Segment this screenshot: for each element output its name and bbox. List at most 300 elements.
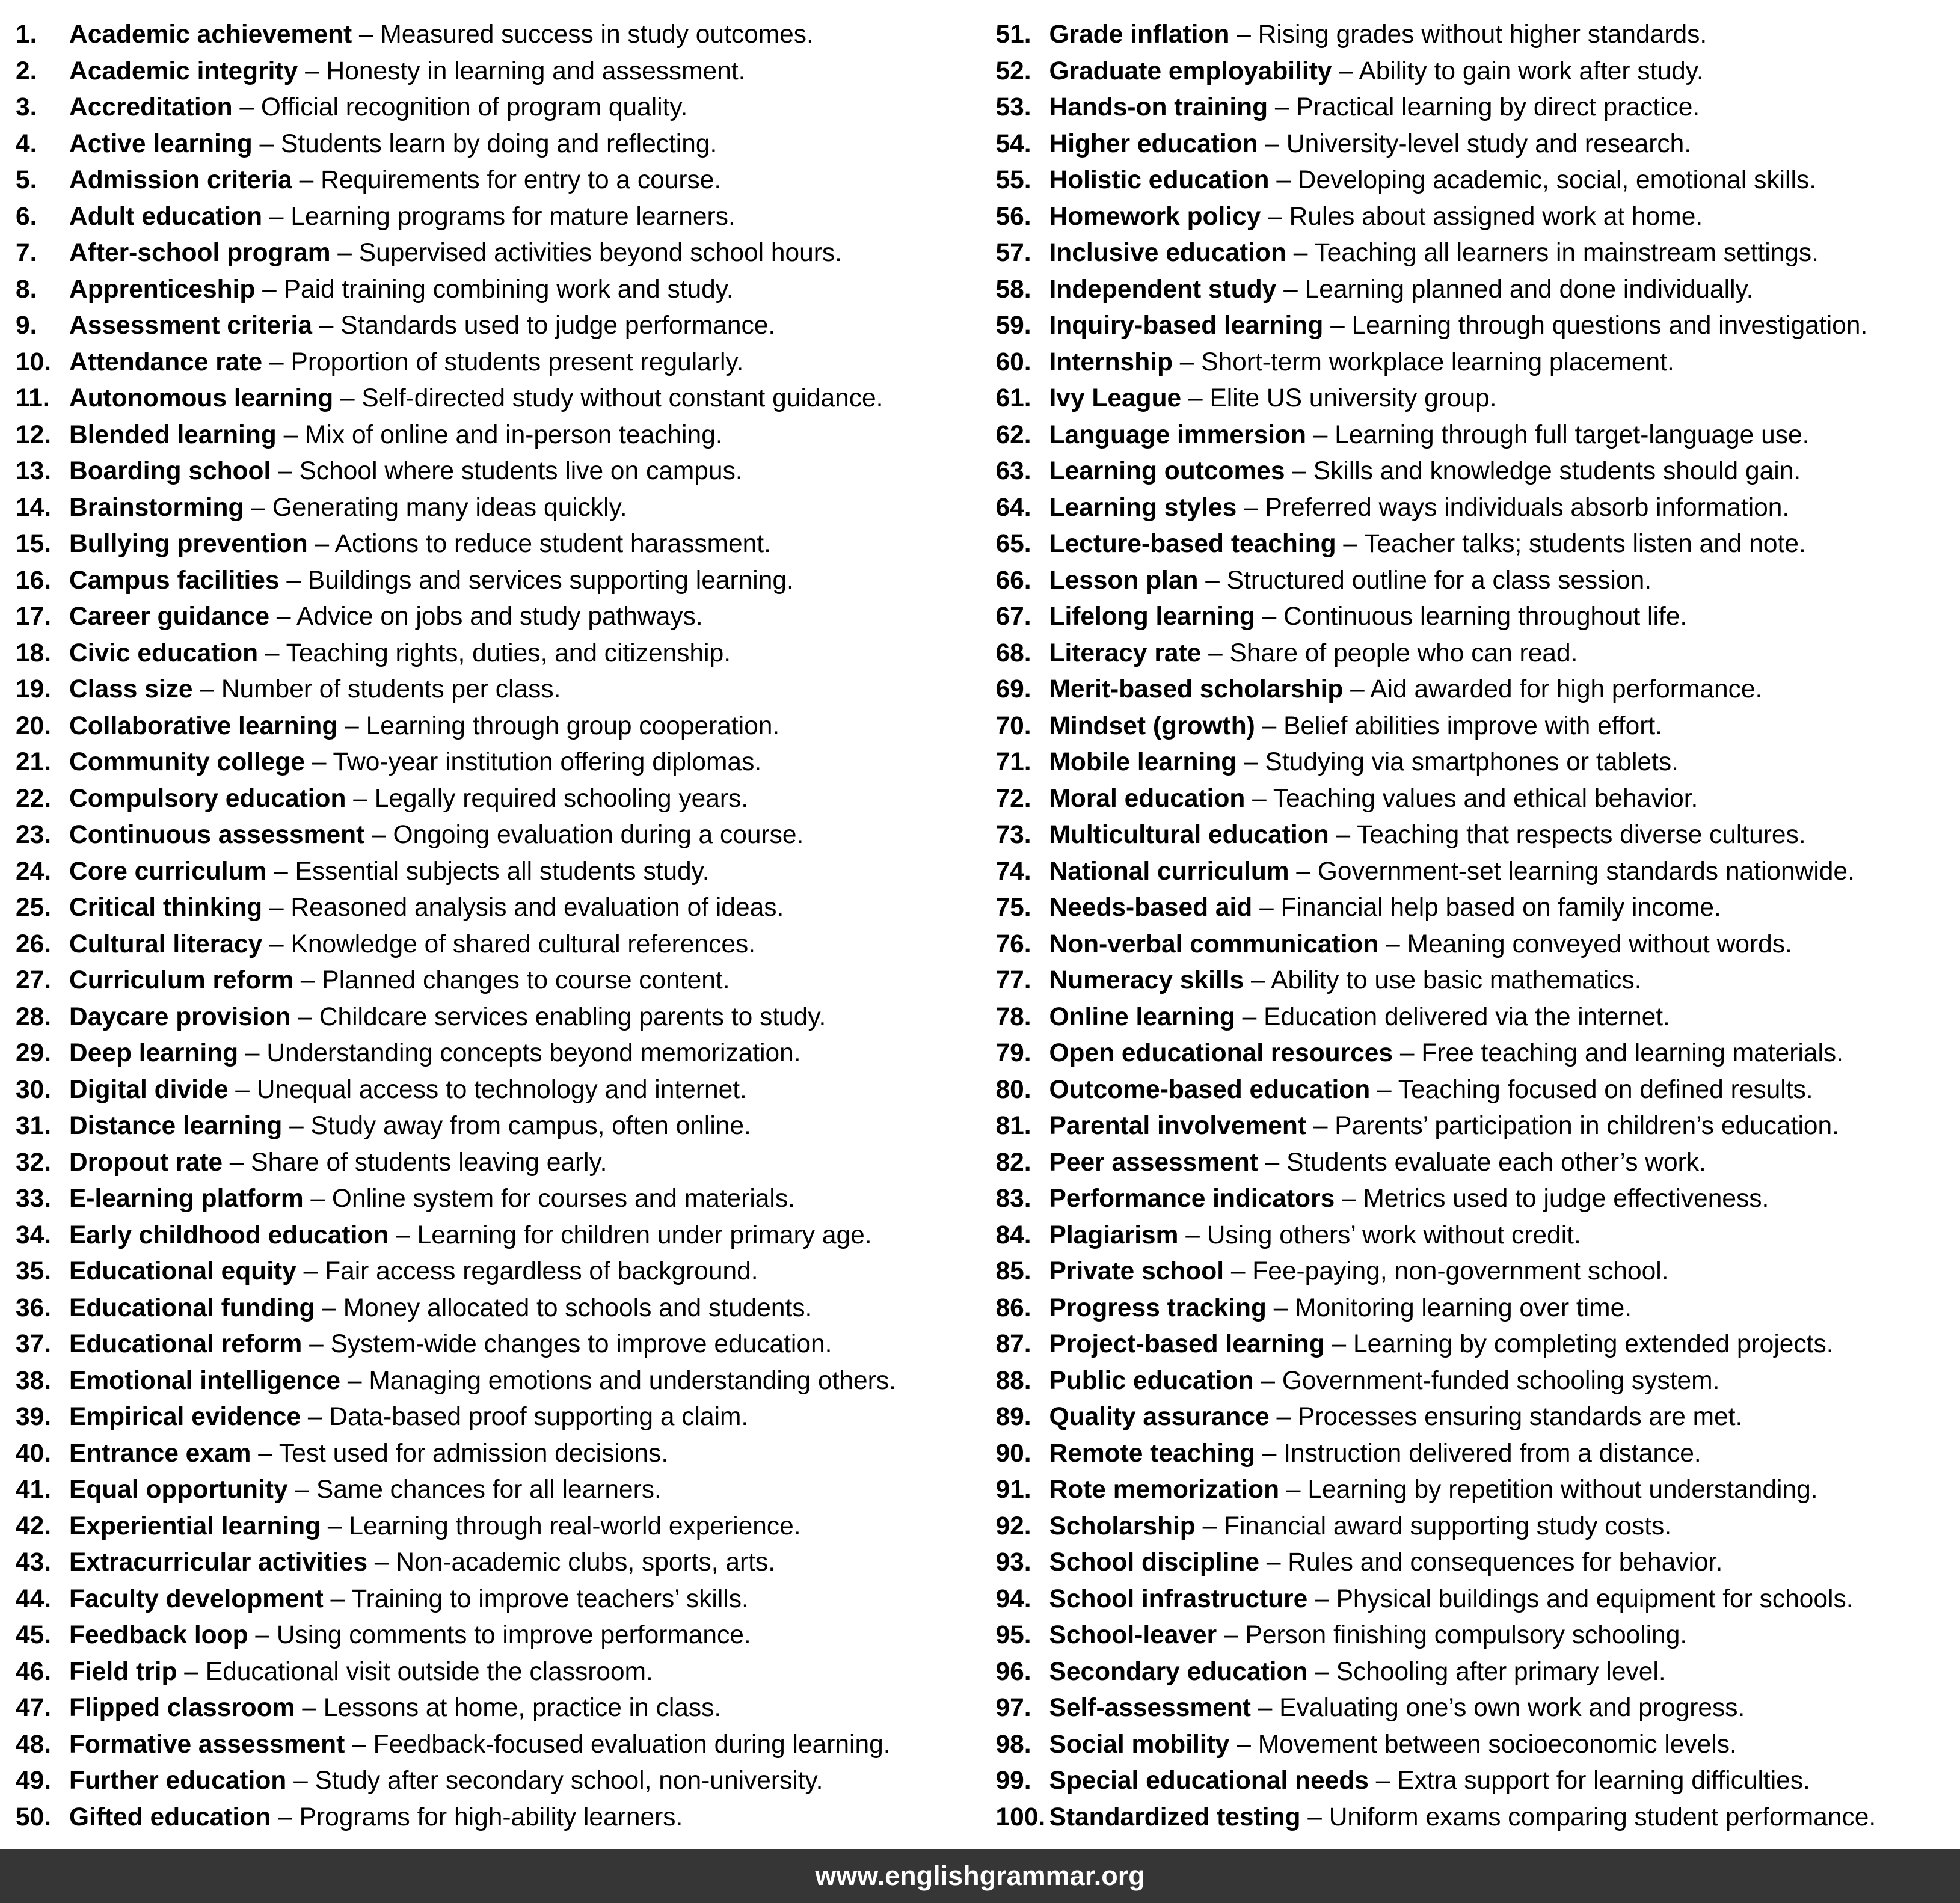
item-definition: Ability to gain work after study.: [1359, 57, 1704, 85]
item-number: 55.: [995, 166, 1031, 194]
item-definition: Belief abilities improve with effort.: [1283, 711, 1662, 740]
vocab-list-left: [0, 17, 980, 1836]
item-definition: Standards used to judge performance.: [340, 311, 776, 340]
item-separator: –: [271, 1803, 300, 1831]
item-term: Brainstorming: [69, 493, 244, 522]
list-item: [996, 1545, 1960, 1581]
item-definition: Study away from campus, often online.: [310, 1112, 751, 1140]
item-term: School infrastructure: [1049, 1584, 1308, 1613]
item-separator: –: [255, 275, 284, 304]
item-term: Lecture-based teaching: [1049, 530, 1336, 558]
item-term: Non-verbal communication: [1049, 930, 1379, 958]
item-number: 38.: [16, 1366, 52, 1395]
list-item: [16, 526, 980, 563]
item-term: Daycare provision: [69, 1002, 291, 1031]
item-separator: –: [1268, 93, 1297, 121]
list-item: [16, 927, 980, 963]
item-term: Holistic education: [1049, 166, 1270, 194]
list-item: [16, 1181, 980, 1218]
item-term: Internship: [1049, 348, 1173, 376]
list-item: [16, 1800, 980, 1836]
item-separator: –: [1172, 348, 1202, 376]
item-definition: Proportion of students present regularly.: [290, 348, 744, 376]
item-separator: –: [269, 602, 296, 631]
item-number: 22.: [16, 784, 52, 813]
item-separator: –: [1336, 530, 1365, 558]
item-number: 98.: [995, 1730, 1031, 1759]
item-number: 29.: [16, 1039, 52, 1067]
item-separator: –: [1195, 1512, 1224, 1540]
item-term: Moral education: [1049, 784, 1246, 813]
item-definition: Requirements for entry to a course.: [321, 166, 722, 194]
item-separator: –: [1269, 1403, 1298, 1431]
item-term: Campus facilities: [69, 566, 280, 595]
list-item: [996, 1617, 1960, 1654]
item-separator: –: [1258, 129, 1286, 158]
item-term: Independent study: [1049, 275, 1277, 304]
item-number: 15.: [16, 530, 52, 558]
item-number: 43.: [16, 1548, 52, 1577]
item-definition: Actions to reduce student harassment.: [334, 530, 771, 558]
item-number: 64.: [995, 493, 1031, 522]
item-separator: –: [223, 1148, 251, 1177]
item-term: Quality assurance: [1049, 1403, 1270, 1431]
item-separator: –: [337, 711, 366, 740]
item-term: Rote memorization: [1049, 1476, 1280, 1504]
item-separator: –: [330, 239, 359, 267]
item-term: Extracurricular activities: [69, 1548, 368, 1577]
item-separator: –: [333, 384, 362, 412]
item-separator: –: [1279, 1476, 1308, 1504]
item-number: 27.: [16, 966, 52, 994]
item-separator: –: [302, 1330, 331, 1358]
item-separator: –: [1286, 239, 1315, 267]
item-definition: Programs for high-ability learners.: [299, 1803, 683, 1831]
list-item: [16, 453, 980, 490]
list-item: [16, 636, 980, 672]
item-number: 39.: [16, 1403, 52, 1431]
item-term: Experiential learning: [69, 1512, 321, 1540]
item-definition: Understanding concepts beyond memorization.: [266, 1039, 801, 1067]
list-item: [16, 17, 980, 54]
item-definition: Extra support for learning difficulties.: [1397, 1767, 1810, 1795]
item-term: Inclusive education: [1049, 239, 1286, 267]
item-term: National curriculum: [1049, 857, 1289, 886]
item-number: 31.: [16, 1112, 52, 1140]
item-number: 50.: [16, 1803, 52, 1831]
item-number: 25.: [16, 893, 52, 922]
item-separator: –: [1198, 566, 1227, 595]
item-number: 42.: [16, 1512, 52, 1540]
item-separator: –: [1237, 748, 1265, 776]
item-number: 33.: [16, 1184, 52, 1213]
item-number: 12.: [16, 420, 52, 449]
item-term: Core curriculum: [69, 857, 267, 886]
item-number: 81.: [995, 1112, 1031, 1140]
list-item: [996, 1326, 1960, 1363]
list-item: [996, 345, 1960, 381]
item-term: Distance learning: [69, 1112, 283, 1140]
item-definition: Person finishing compulsory schooling.: [1245, 1621, 1688, 1649]
item-separator: –: [1261, 202, 1289, 231]
item-term: E-learning platform: [69, 1184, 304, 1213]
item-definition: Essential subjects all students study.: [295, 857, 710, 886]
item-separator: –: [1329, 821, 1357, 849]
item-number: 66.: [995, 566, 1031, 595]
item-number: 56.: [995, 202, 1031, 231]
item-separator: –: [346, 784, 375, 813]
list-item: [996, 854, 1960, 890]
item-definition: Meaning conveyed without words.: [1407, 930, 1792, 958]
item-definition: Students learn by doing and reflecting.: [280, 129, 717, 158]
item-definition: Students evaluate each other’s work.: [1286, 1148, 1706, 1177]
item-separator: –: [232, 93, 261, 121]
list-item: [16, 308, 980, 345]
item-term: After-school program: [69, 239, 331, 267]
item-definition: Money allocated to schools and students.: [343, 1293, 813, 1322]
item-separator: –: [301, 1403, 330, 1431]
item-number: 63.: [995, 457, 1031, 485]
list-item: [996, 1727, 1960, 1764]
item-term: Language immersion: [1049, 420, 1306, 449]
item-separator: –: [1229, 20, 1258, 49]
item-separator: –: [262, 202, 291, 231]
item-term: Early childhood education: [69, 1221, 389, 1249]
item-term: Public education: [1049, 1366, 1254, 1395]
item-definition: Practical learning by direct practice.: [1296, 93, 1700, 121]
item-separator: –: [1253, 1366, 1282, 1395]
item-separator: –: [1255, 602, 1284, 631]
item-definition: Schooling after primary level.: [1336, 1657, 1666, 1686]
list-item: [16, 1290, 980, 1327]
list-item: [16, 963, 980, 999]
item-number: 30.: [16, 1075, 52, 1104]
item-number: 54.: [995, 129, 1031, 158]
item-separator: –: [258, 639, 286, 667]
item-number: 86.: [995, 1293, 1031, 1322]
item-definition: Legally required schooling years.: [374, 784, 749, 813]
item-term: Lesson plan: [1049, 566, 1199, 595]
list-item: [996, 599, 1960, 636]
list-item: [16, 672, 980, 708]
item-separator: –: [279, 566, 308, 595]
list-item: [996, 890, 1960, 927]
list-item: [16, 1218, 980, 1254]
item-number: 80.: [995, 1075, 1031, 1104]
item-definition: Learning programs for mature learners.: [290, 202, 736, 231]
item-number: 83.: [995, 1184, 1031, 1213]
item-separator: –: [296, 1257, 325, 1286]
list-item: [996, 1436, 1960, 1472]
item-definition: Short-term workplace learning placement.: [1201, 348, 1674, 376]
item-number: 69.: [995, 675, 1031, 703]
item-separator: –: [1201, 639, 1230, 667]
item-definition: Test used for admission decisions.: [278, 1439, 669, 1468]
item-separator: –: [228, 1075, 257, 1104]
item-term: Grade inflation: [1049, 20, 1230, 49]
item-number: 87.: [995, 1330, 1031, 1358]
item-term: Flipped classroom: [69, 1694, 295, 1722]
item-term: Admission criteria: [69, 166, 292, 194]
item-number: 95.: [995, 1621, 1031, 1649]
item-number: 48.: [16, 1730, 52, 1759]
item-definition: Honesty in learning and assessment.: [326, 57, 746, 85]
list-item: [16, 1690, 980, 1727]
item-definition: Learning through full target-language use.: [1335, 420, 1810, 449]
item-definition: Education delivered via the internet.: [1264, 1002, 1670, 1031]
list-item: [996, 672, 1960, 708]
item-definition: Same chances for all learners.: [316, 1476, 662, 1504]
item-term: Secondary education: [1049, 1657, 1308, 1686]
item-number: 10.: [16, 348, 52, 376]
item-number: 73.: [995, 821, 1031, 849]
item-separator: –: [307, 530, 335, 558]
item-term: Feedback loop: [69, 1621, 248, 1649]
item-separator: –: [340, 1366, 369, 1395]
footer-bar: [0, 1849, 1960, 1903]
item-definition: System-wide changes to improve education.: [330, 1330, 832, 1358]
item-number: 35.: [16, 1257, 52, 1286]
list-item: [16, 999, 980, 1036]
list-item: [16, 417, 980, 454]
list-item: [996, 1763, 1960, 1800]
item-term: Dropout rate: [69, 1148, 223, 1177]
item-separator: –: [1250, 1694, 1280, 1722]
item-number: 94.: [995, 1584, 1031, 1613]
item-separator: –: [1178, 1221, 1207, 1249]
item-definition: Teaching values and ethical behavior.: [1273, 784, 1698, 813]
item-number: 8.: [16, 275, 37, 304]
item-number: 72.: [995, 784, 1031, 813]
list-item: [996, 417, 1960, 454]
item-separator: –: [1300, 1803, 1329, 1831]
item-definition: Official recognition of program quality.: [260, 93, 688, 121]
list-item: [996, 1035, 1960, 1072]
item-number: 99.: [995, 1767, 1031, 1795]
item-number: 96.: [995, 1657, 1031, 1686]
item-number: 20.: [16, 711, 52, 740]
item-definition: Advice on jobs and study pathways.: [296, 602, 703, 631]
list-item: [996, 1472, 1960, 1509]
item-separator: –: [364, 821, 393, 849]
list-item: [16, 1326, 980, 1363]
item-separator: –: [286, 1767, 315, 1795]
item-number: 59.: [995, 311, 1031, 340]
item-separator: –: [1217, 1621, 1246, 1649]
item-number: 18.: [16, 639, 52, 667]
list-item: [16, 599, 980, 636]
item-number: 61.: [995, 384, 1031, 412]
item-number: 13.: [16, 457, 52, 485]
item-number: 52.: [995, 57, 1031, 85]
list-item: [996, 1690, 1960, 1727]
list-item: [16, 744, 980, 781]
list-item: [996, 1800, 1960, 1836]
item-term: Educational funding: [69, 1293, 315, 1322]
item-term: Project-based learning: [1049, 1330, 1325, 1358]
item-definition: Learning for children under primary age.: [417, 1221, 872, 1249]
item-definition: Learning through questions and investigation.: [1351, 311, 1868, 340]
item-definition: Share of people who can read.: [1229, 639, 1578, 667]
vocab-list-right: [980, 17, 1960, 1836]
item-definition: Unequal access to technology and internet.: [256, 1075, 747, 1104]
item-definition: University-level study and research.: [1286, 129, 1692, 158]
item-term: Emotional intelligence: [69, 1366, 341, 1395]
item-term: Mobile learning: [1049, 748, 1237, 776]
list-item: [16, 54, 980, 90]
item-definition: Learning by completing extended projects.: [1353, 1330, 1834, 1358]
item-number: 34.: [16, 1221, 52, 1249]
item-definition: Study after secondary school, non-university.: [315, 1767, 823, 1795]
item-separator: –: [238, 1039, 267, 1067]
list-item: [16, 1509, 980, 1545]
item-separator: –: [1235, 1002, 1264, 1031]
item-term: Apprenticeship: [69, 275, 256, 304]
item-number: 76.: [995, 930, 1031, 958]
item-term: Ivy League: [1049, 384, 1182, 412]
item-definition: Government-set learning standards nationwide.: [1317, 857, 1855, 886]
item-separator: –: [323, 1584, 352, 1613]
item-term: Community college: [69, 748, 306, 776]
item-definition: Fee-paying, non-government school.: [1252, 1257, 1669, 1286]
item-number: 70.: [995, 711, 1031, 740]
item-separator: –: [1258, 1148, 1287, 1177]
item-definition: Online system for courses and materials.: [331, 1184, 795, 1213]
list-item: [996, 1108, 1960, 1145]
list-item: [16, 272, 980, 308]
item-definition: Teaching rights, duties, and citizenship.: [286, 639, 731, 667]
item-term: Assessment criteria: [69, 311, 312, 340]
list-item: [16, 1254, 980, 1290]
item-term: Boarding school: [69, 457, 271, 485]
item-separator: –: [1237, 493, 1265, 522]
item-definition: Educational visit outside the classroom.: [205, 1657, 653, 1686]
item-separator: –: [1285, 457, 1313, 485]
list-item: [16, 345, 980, 381]
list-item: [16, 1399, 980, 1436]
item-term: Plagiarism: [1049, 1221, 1179, 1249]
item-separator: –: [321, 1512, 349, 1540]
item-number: 91.: [995, 1476, 1031, 1504]
item-number: 67.: [995, 602, 1031, 631]
item-separator: –: [192, 675, 221, 703]
item-number: 28.: [16, 1002, 52, 1031]
item-separator: –: [252, 129, 281, 158]
item-number: 45.: [16, 1621, 52, 1649]
list-item: [16, 1145, 980, 1181]
item-separator: –: [389, 1221, 417, 1249]
item-term: Class size: [69, 675, 193, 703]
item-definition: Skills and knowledge students should gain.: [1313, 457, 1801, 485]
item-definition: Physical buildings and equipment for schools.: [1336, 1584, 1854, 1613]
item-term: Equal opportunity: [69, 1476, 288, 1504]
item-definition: Teaching all learners in mainstream settings.: [1314, 239, 1819, 267]
list-item: [996, 999, 1960, 1036]
item-term: Bullying prevention: [69, 530, 308, 558]
item-number: 14.: [16, 493, 52, 522]
item-term: Merit-based scholarship: [1049, 675, 1344, 703]
item-separator: –: [1335, 1184, 1363, 1213]
item-definition: Learning by repetition without understanding.: [1307, 1476, 1818, 1504]
item-separator: –: [271, 457, 300, 485]
item-separator: –: [1245, 784, 1273, 813]
list-item: [996, 1290, 1960, 1327]
item-term: Parental involvement: [1049, 1112, 1307, 1140]
item-separator: –: [1393, 1039, 1422, 1067]
item-number: 6.: [16, 202, 37, 231]
item-separator: –: [1269, 166, 1298, 194]
item-term: Civic education: [69, 639, 259, 667]
item-number: 90.: [995, 1439, 1031, 1468]
list-item: [996, 1072, 1960, 1109]
item-definition: Planned changes to course content.: [322, 966, 730, 994]
list-item: [996, 1254, 1960, 1290]
item-definition: Elite US university group.: [1209, 384, 1497, 412]
list-item: [16, 1035, 980, 1072]
item-separator: –: [276, 420, 306, 449]
item-term: Cultural literacy: [69, 930, 263, 958]
item-separator: –: [1255, 711, 1284, 740]
item-separator: –: [177, 1657, 206, 1686]
item-term: Formative assessment: [69, 1730, 345, 1759]
item-term: Attendance rate: [69, 348, 263, 376]
item-number: 82.: [995, 1148, 1031, 1177]
item-number: 5.: [16, 166, 37, 194]
item-separator: –: [1289, 857, 1318, 886]
item-number: 97.: [995, 1694, 1031, 1722]
item-separator: –: [1224, 1257, 1253, 1286]
item-definition: School where students live on campus.: [299, 457, 743, 485]
item-number: 75.: [995, 893, 1031, 922]
list-item: [996, 781, 1960, 818]
item-definition: Evaluating one’s own work and progress.: [1279, 1694, 1745, 1722]
item-number: 19.: [16, 675, 52, 703]
item-separator: –: [315, 1293, 343, 1322]
item-number: 32.: [16, 1148, 52, 1177]
item-term: Collaborative learning: [69, 711, 338, 740]
item-separator: –: [262, 930, 291, 958]
item-number: 93.: [995, 1548, 1031, 1577]
item-separator: –: [1368, 1767, 1398, 1795]
item-term: Remote teaching: [1049, 1439, 1255, 1468]
item-definition: Monitoring learning over time.: [1295, 1293, 1632, 1322]
list-item: [996, 708, 1960, 745]
list-item: [996, 235, 1960, 272]
item-separator: –: [244, 493, 272, 522]
list-item: [996, 744, 1960, 781]
item-number: 37.: [16, 1330, 52, 1358]
item-definition: Non-academic clubs, sports, arts.: [396, 1548, 776, 1577]
list-item: [996, 1181, 1960, 1218]
item-separator: –: [1370, 1075, 1398, 1104]
list-item: [16, 1617, 980, 1654]
item-separator: –: [367, 1548, 396, 1577]
list-item: [996, 927, 1960, 963]
item-term: Academic integrity: [69, 57, 298, 85]
item-number: 7.: [16, 239, 37, 267]
item-definition: Financial help based on family income.: [1280, 893, 1721, 922]
item-definition: Aid awarded for high performance.: [1370, 675, 1763, 703]
item-number: 60.: [995, 348, 1031, 376]
item-separator: –: [1229, 1730, 1258, 1759]
item-number: 9.: [16, 311, 37, 340]
item-term: Further education: [69, 1767, 287, 1795]
item-definition: Share of students leaving early.: [251, 1148, 607, 1177]
item-term: Critical thinking: [69, 893, 263, 922]
list-item: [16, 854, 980, 890]
item-separator: –: [345, 1730, 373, 1759]
item-term: Faculty development: [69, 1584, 324, 1613]
